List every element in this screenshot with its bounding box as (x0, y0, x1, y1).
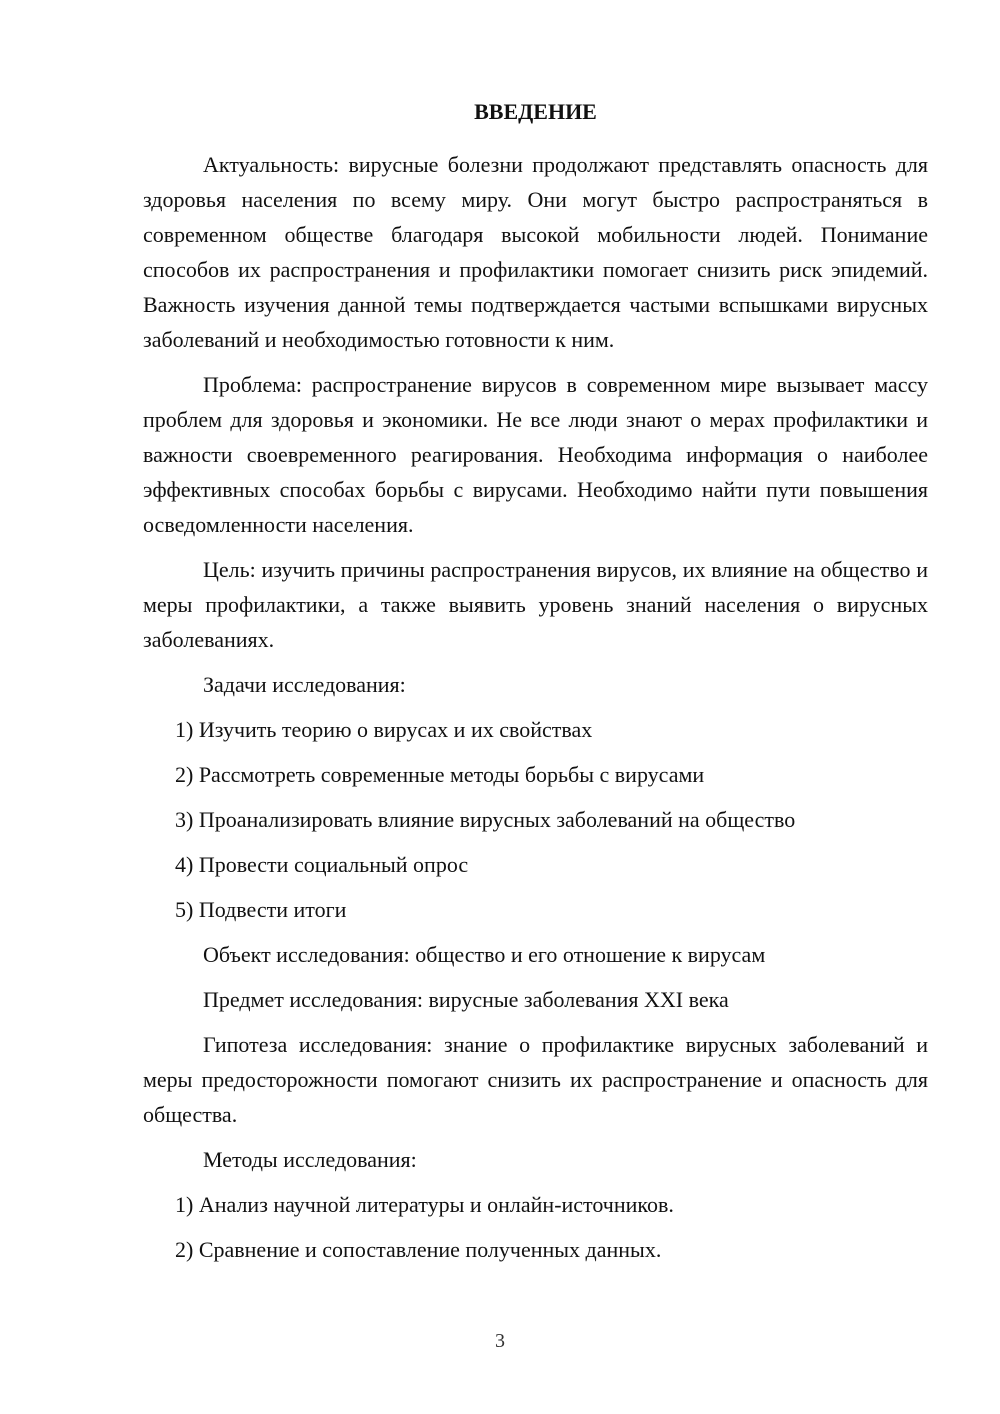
list-item: 1) Изучить теорию о вирусах и их свойствах (175, 717, 593, 742)
list-item: 2) Сравнение и сопоставление полученных данных. (175, 1237, 662, 1262)
page-content (143, 94, 928, 1277)
list-item: 1) Анализ научной литературы и онлайн-источников. (175, 1192, 674, 1217)
list-item: 5) Подвести итоги (175, 897, 347, 922)
list-item: 2) Рассмотреть современные методы борьбы с вирусами (175, 762, 705, 787)
tasks-label: Задачи исследования: (203, 672, 406, 697)
section-title: ВВЕДЕНИЕ (474, 99, 597, 124)
methods-list (143, 1187, 928, 1267)
research-subject: Предмет исследования: вирусные заболевания XXI века (203, 987, 729, 1012)
research-object: Объект исследования: общество и его отношение к вирусам (203, 942, 766, 967)
problem-paragraph: Проблема: распространение вирусов в современном мире вызывает массу проблем для здоровья и экономики. Не все люди знают о мерах профилактики и важности своевременного реагирования. Необходима информация о наиболее эффективных способах борьбы с вирусами. Необходимо найти пути повышения осведомленности населения. (143, 372, 928, 537)
tasks-list (143, 712, 928, 927)
goal-paragraph: Цель: изучить причины распространения вирусов, их влияние на общество и меры профилактики, а также выявить уровень знаний населения о вирусных заболеваниях. (143, 557, 928, 652)
relevance-paragraph: Актуальность: вирусные болезни продолжают представлять опасность для здоровья населения по всему миру. Они могут быстро распространяться в современном обществе благодаря высокой мобильности людей. Понимание способов их распространения и профилактики помогает снизить риск эпидемий. Важность изучения данной темы подтверждается частыми вспышками вирусных заболеваний и необходимостью готовности к ним. (143, 152, 928, 352)
list-item: 3) Проанализировать влияние вирусных заболеваний на общество (175, 807, 796, 832)
list-item: 4) Провести социальный опрос (175, 852, 469, 877)
page-number: 3 (495, 1330, 505, 1352)
hypothesis-paragraph: Гипотеза исследования: знание о профилактике вирусных заболеваний и меры предосторожности помогают снизить их распространение и опасность для общества. (143, 1032, 928, 1127)
methods-label: Методы исследования: (203, 1147, 417, 1172)
